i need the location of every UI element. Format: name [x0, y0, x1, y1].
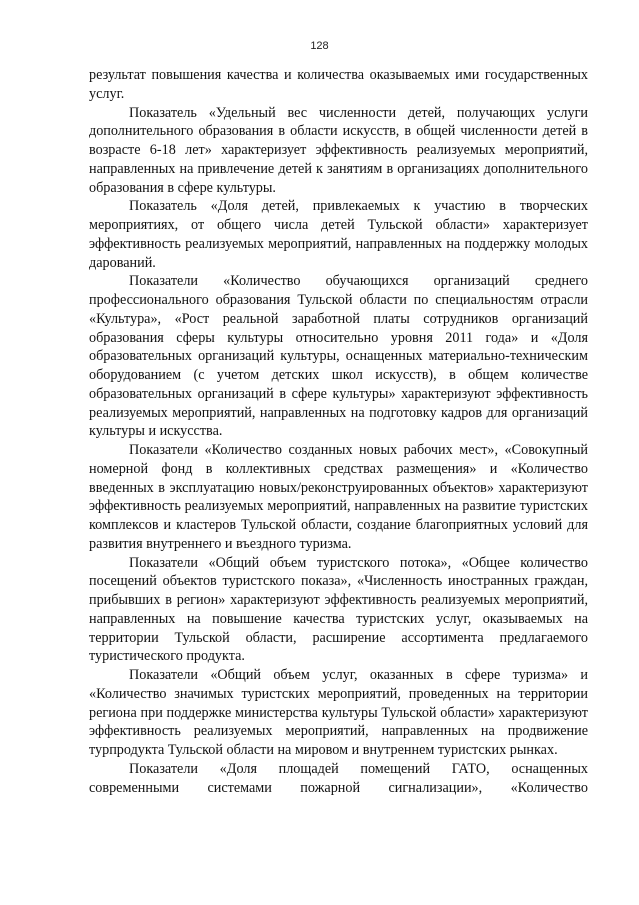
paragraph-tourism-jobs: Показатели «Количество созданных новых рабочих мест», «Совокупный номерной фонд в коллективных средствах размещения» и «Количество введенных в эксплуатацию новых/реконструированных объектов» характеризуют эффективность реализуемых мероприятий, направленных на развитие туристских комплексов и кластеров Тульской области, создание благоприятных условий для развития внутреннего и въездного туризма.: [89, 442, 588, 552]
paragraph-tourist-flow: Показатели «Общий объем туристского потока», «Общее количество посещений объектов туристского показа», «Численность иностранных граждан, прибывших в регион» характеризуют эффективность реализуемых мероприятий, направленных на повышение качества туристских услуг, оказываемых на территории Тульской области, расширение ассортимента предлагаемого туристического продукта.: [89, 554, 588, 665]
page-number: 128: [310, 40, 329, 52]
paragraph-culture-education-staff: Показатели «Количество обучающихся организаций среднего профессионального образования Тульской области по специальностям отрасли «Культура», «Рост реальной заработной платы сотрудников организаций образования сферы культуры относительно уровня 2011 года» и «Доля образовательных организаций культуры, оснащенных материально-техническим оборудованием (с учетом детских школ искусств), в общем количестве образовательных организаций в сфере культуры» характеризуют эффективность реализуемых мероприятий, направленных на подготовку кадров для организаций культуры и искусства.: [89, 273, 588, 440]
paragraph-tourism-services: Показатели «Общий объем услуг, оказанных в сфере туризма» и «Количество значимых туристских мероприятий, проведенных на территории региона при поддержке министерства культуры Тульской области» характеризуют эффективность реализуемых мероприятий, направленных на продвижение турпродукта Тульской области на мировом и внутреннем туристских рынках.: [89, 667, 588, 758]
paragraph-continuation: результат повышения качества и количества оказываемых ими государственных услуг.: [89, 67, 588, 102]
paragraph-fire-safety: Показатели «Доля площадей помещений ГАТО, оснащенных современными системами пожарной сигнализации», «Количество: [89, 760, 588, 796]
paragraph-creative-events: Показатель «Доля детей, привлекаемых к участию в творческих мероприятиях, от общего числа детей Тульской области» характеризует эффективность реализуемых мероприятий, направленных на поддержку молодых дарований.: [89, 198, 588, 271]
page-body: [89, 66, 588, 797]
paragraph-children-arts-education: Показатель «Удельный вес численности детей, получающих услуги дополнительного образования в области искусств, в общей численности детей в возрасте 6-18 лет» характеризует эффективность реализуемых мероприятий, направленных на привлечение детей к занятиям в организациях дополнительного образования в сфере культуры.: [89, 104, 588, 196]
